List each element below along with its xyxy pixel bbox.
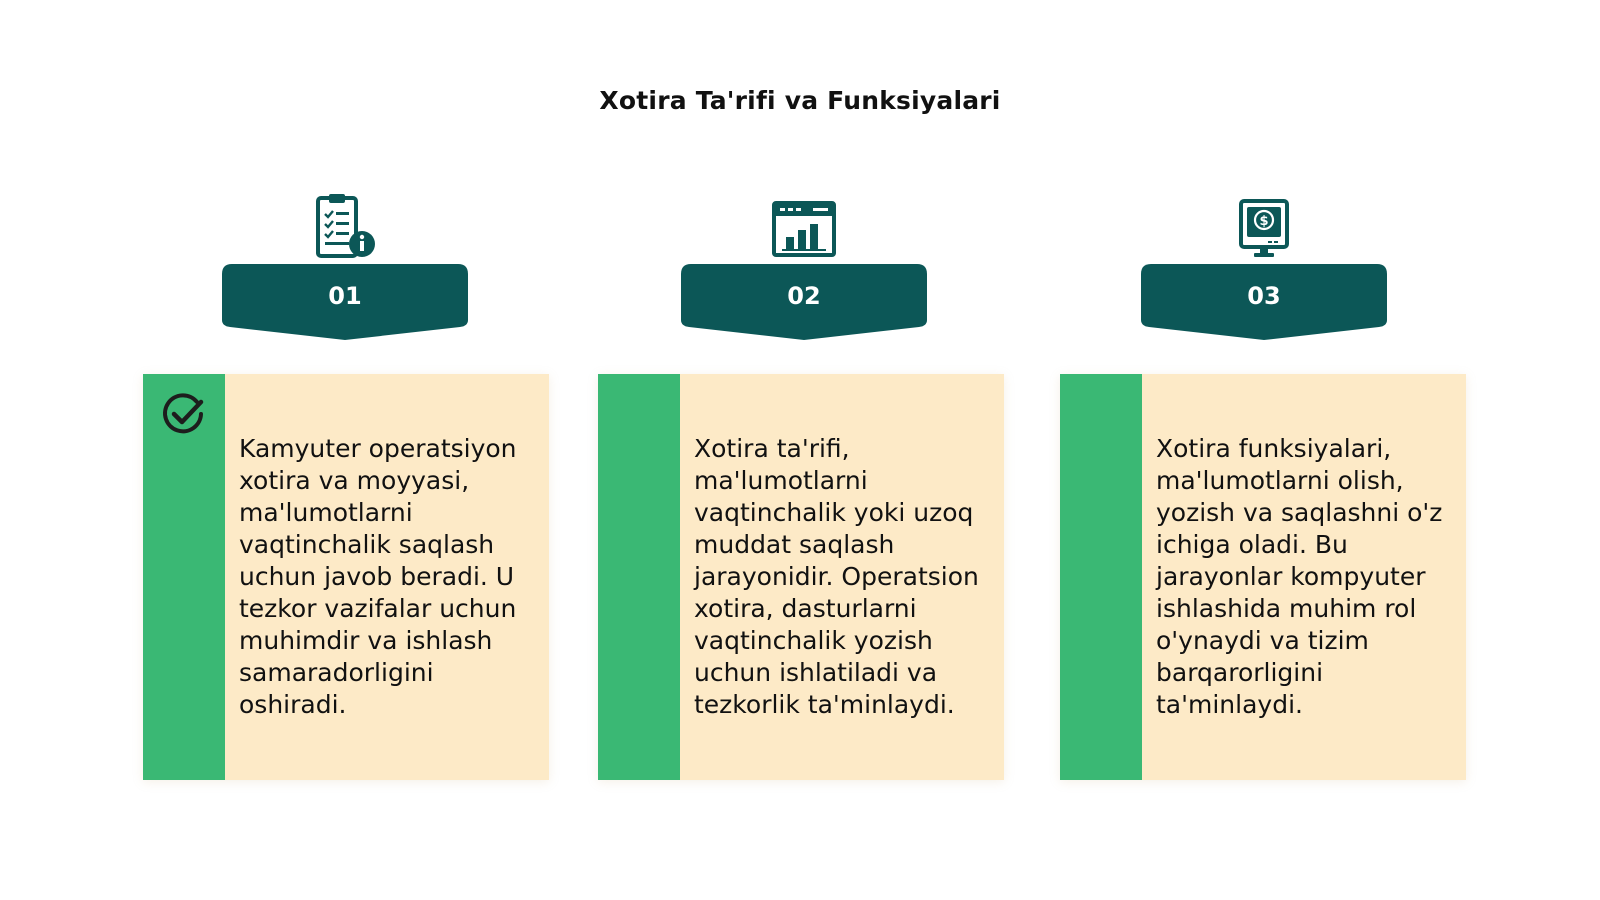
step-badge-02 (681, 264, 927, 344)
step-header-03 (1141, 180, 1387, 344)
card-text (1156, 374, 1452, 780)
step-number-01: 01 (328, 282, 362, 310)
step-badge-03 (1141, 264, 1387, 344)
clipboard-checklist-info-icon (222, 180, 468, 260)
info-card-02 (598, 374, 1004, 780)
step-header-01 (222, 180, 468, 344)
card-accent-stripe (598, 374, 680, 780)
card-text (694, 374, 990, 780)
check-circle-icon (161, 392, 207, 442)
browser-bar-chart-icon (681, 180, 927, 260)
page-title: Xotira Ta'rifi va Funksiyalari (599, 86, 1001, 115)
monitor-dollar-icon (1141, 180, 1387, 260)
card-text-03: Xotira funksiyalari, ma'lumotlarni olish, yozish va saqlashni o'z ichiga oladi. Bu jarayonlar kompyuter ishlashida muhim rol o'ynaydi va tizim barqarorligini ta'minlaydi. (1156, 434, 1443, 719)
card-text-01: Kamyuter operatsiyon xotira va moyyasi, ma'lumotlarni vaqtinchalik saqlash uchun javob beradi. U tezkor vazifalar uchun muhimdir va ishlash samaradorligini oshiradi. (239, 434, 517, 719)
step-number-02: 02 (787, 282, 821, 310)
card-text (239, 374, 535, 780)
card-text-02: Xotira ta'rifi, ma'lumotlarni vaqtinchalik yoki uzoq muddat saqlash jarayonidir. Operatsion xotira, dasturlarni vaqtinchalik yozish uchun ishlatiladi va tezkorlik ta'minlaydi. (694, 434, 979, 719)
svg-text:$: $ (1259, 214, 1269, 229)
step-badge-01 (222, 264, 468, 344)
step-number-03: 03 (1247, 282, 1281, 310)
info-card-01 (143, 374, 549, 780)
card-accent-stripe (1060, 374, 1142, 780)
step-header-02 (681, 180, 927, 344)
info-card-03 (1060, 374, 1466, 780)
